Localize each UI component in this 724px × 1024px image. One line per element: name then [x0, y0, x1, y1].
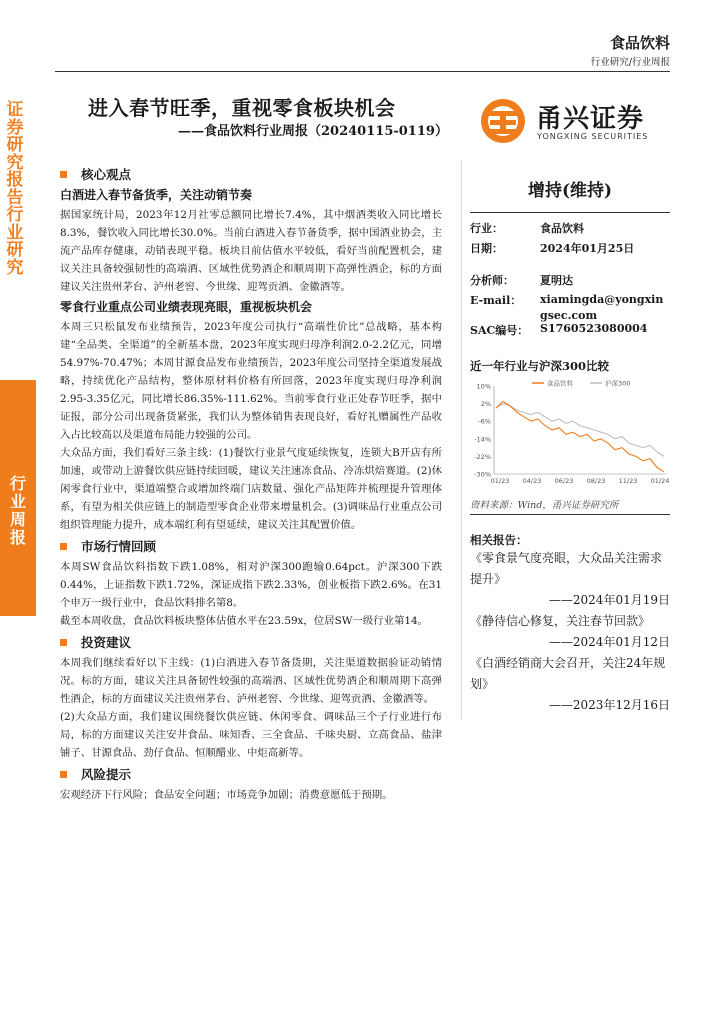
invest-paragraph-2: (2)大众品方面，我们建议围绕餐饮供应链、休闲零食、调味品三个子行业进行布局，标的方面建议关注安井食品、味知香、三全食品、千味央厨、立高食品、盐津铺子、甘源食品、劲仔食品、恒顺醋业、中炬高新等。 — [60, 711, 442, 759]
info-date-value: 2024年01月25日 — [540, 242, 635, 255]
comparison-chart — [470, 378, 670, 492]
market-paragraph-2: 截至本周收盘，食品饮料板块整体估值水平在23.59x，位居SW一级行业第14。 — [60, 615, 428, 627]
logo-en-name: YONGXING SECURITIES — [537, 132, 649, 141]
section-invest-title: 投资建议 — [81, 635, 132, 650]
section-core-title: 核心观点 — [81, 167, 132, 182]
rating-badge: 增持(维持) — [527, 181, 613, 201]
related-item-title[interactable]: 《静待信心修复，关注春节回款》 — [470, 614, 651, 628]
section-bullet-icon — [60, 171, 67, 178]
info-email-value[interactable]: xiamingda@yongxingsec.com — [540, 293, 664, 322]
chart-y-tick-label: -22% — [474, 452, 491, 461]
chart-x-tick-label: 04/23 — [522, 477, 542, 485]
chart-x-tick-label: 06/23 — [554, 477, 574, 485]
related-list — [470, 548, 670, 716]
section-market-header — [60, 536, 442, 556]
related-item-date: ——2023年12月16日 — [548, 698, 670, 712]
section-invest-header — [60, 632, 442, 652]
report-subtitle: ——食品饮料行业周报（20240115-0119） — [178, 124, 448, 139]
side-band-label: 行业周报 — [9, 474, 26, 547]
side-report-label: 证券研究报告 行业研究 — [6, 100, 24, 278]
chart-x-tick-label: 11/23 — [618, 477, 638, 485]
core-paragraph-1: 据国家统计局，2023年12月社零总额同比增长7.4%，其中烟酒类收入同比增长8.3%，餐饮收入同比增长30.0%。当前白酒进入春节备货季，据中国酒业协会，主流产品库存健康，动销表现平稳。板块目前估值水平较低，看好当前配置机会，建议关注具备较强韧性的高端酒、区域性优势酒企和顺周期下高弹性酒企，标的方面建议关注贵州茅台、泸州老窖、今世缘、迎驾贡酒、金徽酒等。 — [60, 209, 442, 293]
chart-x-tick-label: 01/23 — [490, 477, 510, 485]
info-sac-key: SAC编号： — [470, 324, 529, 337]
chart-source: 资料来源：Wind，甬兴证券研究所 — [470, 500, 619, 511]
info-industry-key: 行业： — [470, 222, 503, 235]
report-title: 进入春节旺季，重视零食板块机会 — [88, 96, 396, 120]
info-industry — [470, 220, 584, 236]
core-subhead-1: 白酒进入春节备货季，关注动销节奏 — [60, 188, 253, 202]
info-email — [470, 292, 670, 324]
header-category: 食品饮料 — [609, 34, 670, 52]
left-column — [60, 162, 442, 804]
market-paragraph-1: 本周SW食品饮料指数下跌1.08%，相对沪深300跑输0.64pct。沪深300下跌0.44%，上证指数下跌1.72%，深证成指下跌2.33%，创业板指下跌2.6%。在31个申万一级行业中，食品饮料排名第8。 — [60, 561, 442, 609]
related-item-title[interactable]: 《零食景气度亮眼，大众品关注需求提升》 — [470, 551, 663, 586]
info-analyst-key: 分析师： — [470, 274, 514, 287]
chart-series-line — [496, 404, 664, 457]
chart-divider — [470, 514, 670, 515]
rating-divider — [470, 212, 670, 213]
section-risk-header — [60, 764, 442, 784]
related-item[interactable] — [470, 611, 670, 653]
section-bullet-icon — [60, 771, 67, 778]
core-paragraph-2: 本周三只松鼠发布业绩预告，2023年度公司执行“高端性价比”总战略，基本构建“全品类、全渠道”的全新基本盘，2023年度实现归母净利润2.0-2.2亿元，同增54.97%-70.47%；本周甘源食品发布业绩预告，2023年度公司坚持全渠道发展战略，持续优化产品结构，整体原材料价格有所回落，2023年度实现归母净利润2.95-3.35亿元，同比增长86.35%-111.62%。当前零食行业正处春节旺季，据中证报，部分公司出现备货紧张，我们认为整体销售表现良好，看好礼赠属性产品收入占比较高以及渠道布局能力较强的公司。 — [60, 321, 442, 441]
side-orange-band — [0, 380, 36, 616]
info-sac — [470, 322, 647, 338]
risk-paragraph: 宏观经济下行风险；食品安全问题；市场竞争加剧；消费意愿低于预期。 — [60, 789, 393, 801]
section-core-header — [60, 164, 442, 184]
core-paragraph-3: 大众品方面，我们看好三条主线：(1)餐饮行业景气度延续恢复，连锁大B开店有所加速，或带动上游餐饮供应链持续回暖，建议关注速冻食品、冷冻烘焙赛道。(2)休闲零食行业中，渠道端整合或增加终端门店数量、强化产品矩阵并梳理提升管理体系，有望为相关供应链上的制造型零食企业带来增量机会。(3)调味品行业重点公司组织管理能力提升，成本端红利有望延续，建议关注其配置价值。 — [60, 447, 442, 531]
info-industry-value: 食品饮料 — [540, 222, 584, 235]
info-sac-value: S1760523080004 — [540, 322, 648, 335]
logo-cn-name: 甬兴证券 — [536, 104, 645, 134]
header-divider — [55, 71, 670, 72]
company-logo — [478, 96, 668, 146]
invest-paragraph-1: 本周我们继续看好以下主线：(1)白酒进入春节备货期，关注渠道数据验证动销情况。标的方面，建议关注具备韧性较强的高端酒、区域性优势酒企和顺周期下高弹性酒企，标的方面建议关注贵州茅台、泸州老窖、今世缘、迎驾贡酒、金徽酒等。 — [60, 657, 442, 705]
related-item-title[interactable]: 《白酒经销商大会召开，关注24年规划》 — [470, 656, 666, 691]
chart-y-tick-label: 10% — [476, 382, 491, 391]
chart-legend-label: 食品饮料 — [547, 379, 573, 388]
info-date-key: 日期： — [470, 242, 503, 255]
chart-y-tick-label: -6% — [478, 417, 491, 426]
section-market-title: 市场行情回顾 — [81, 539, 157, 554]
info-email-key: E-mail： — [470, 294, 522, 307]
section-risk-title: 风险提示 — [81, 767, 132, 782]
logo-mark-icon — [478, 96, 530, 146]
core-subhead-2: 零食行业重点公司业绩表现亮眼，重视板块机会 — [60, 300, 313, 314]
related-item[interactable] — [470, 653, 670, 716]
chart-y-tick-label: -14% — [474, 435, 491, 444]
related-item-date: ——2024年01月12日 — [548, 635, 670, 649]
chart-title: 近一年行业与沪深300比较 — [470, 359, 610, 373]
section-bullet-icon — [60, 543, 67, 550]
column-divider — [461, 160, 462, 720]
chart-legend-label: 沪深300 — [605, 379, 631, 388]
header-subcategory: 行业研究/行业周报 — [590, 57, 670, 68]
info-date — [470, 240, 634, 256]
chart-x-tick-label: 01/24 — [650, 477, 670, 485]
related-item-date: ——2024年01月19日 — [548, 593, 670, 607]
chart-svg — [470, 378, 670, 492]
chart-y-tick-label: 2% — [480, 400, 491, 409]
info-analyst — [470, 272, 573, 288]
chart-x-tick-label: 08/23 — [586, 477, 606, 485]
related-item[interactable] — [470, 548, 670, 611]
related-title: 相关报告： — [470, 533, 528, 547]
info-analyst-value: 夏明达 — [540, 274, 573, 287]
section-bullet-icon — [60, 639, 67, 646]
chart-y-tick-label: -30% — [474, 470, 491, 479]
